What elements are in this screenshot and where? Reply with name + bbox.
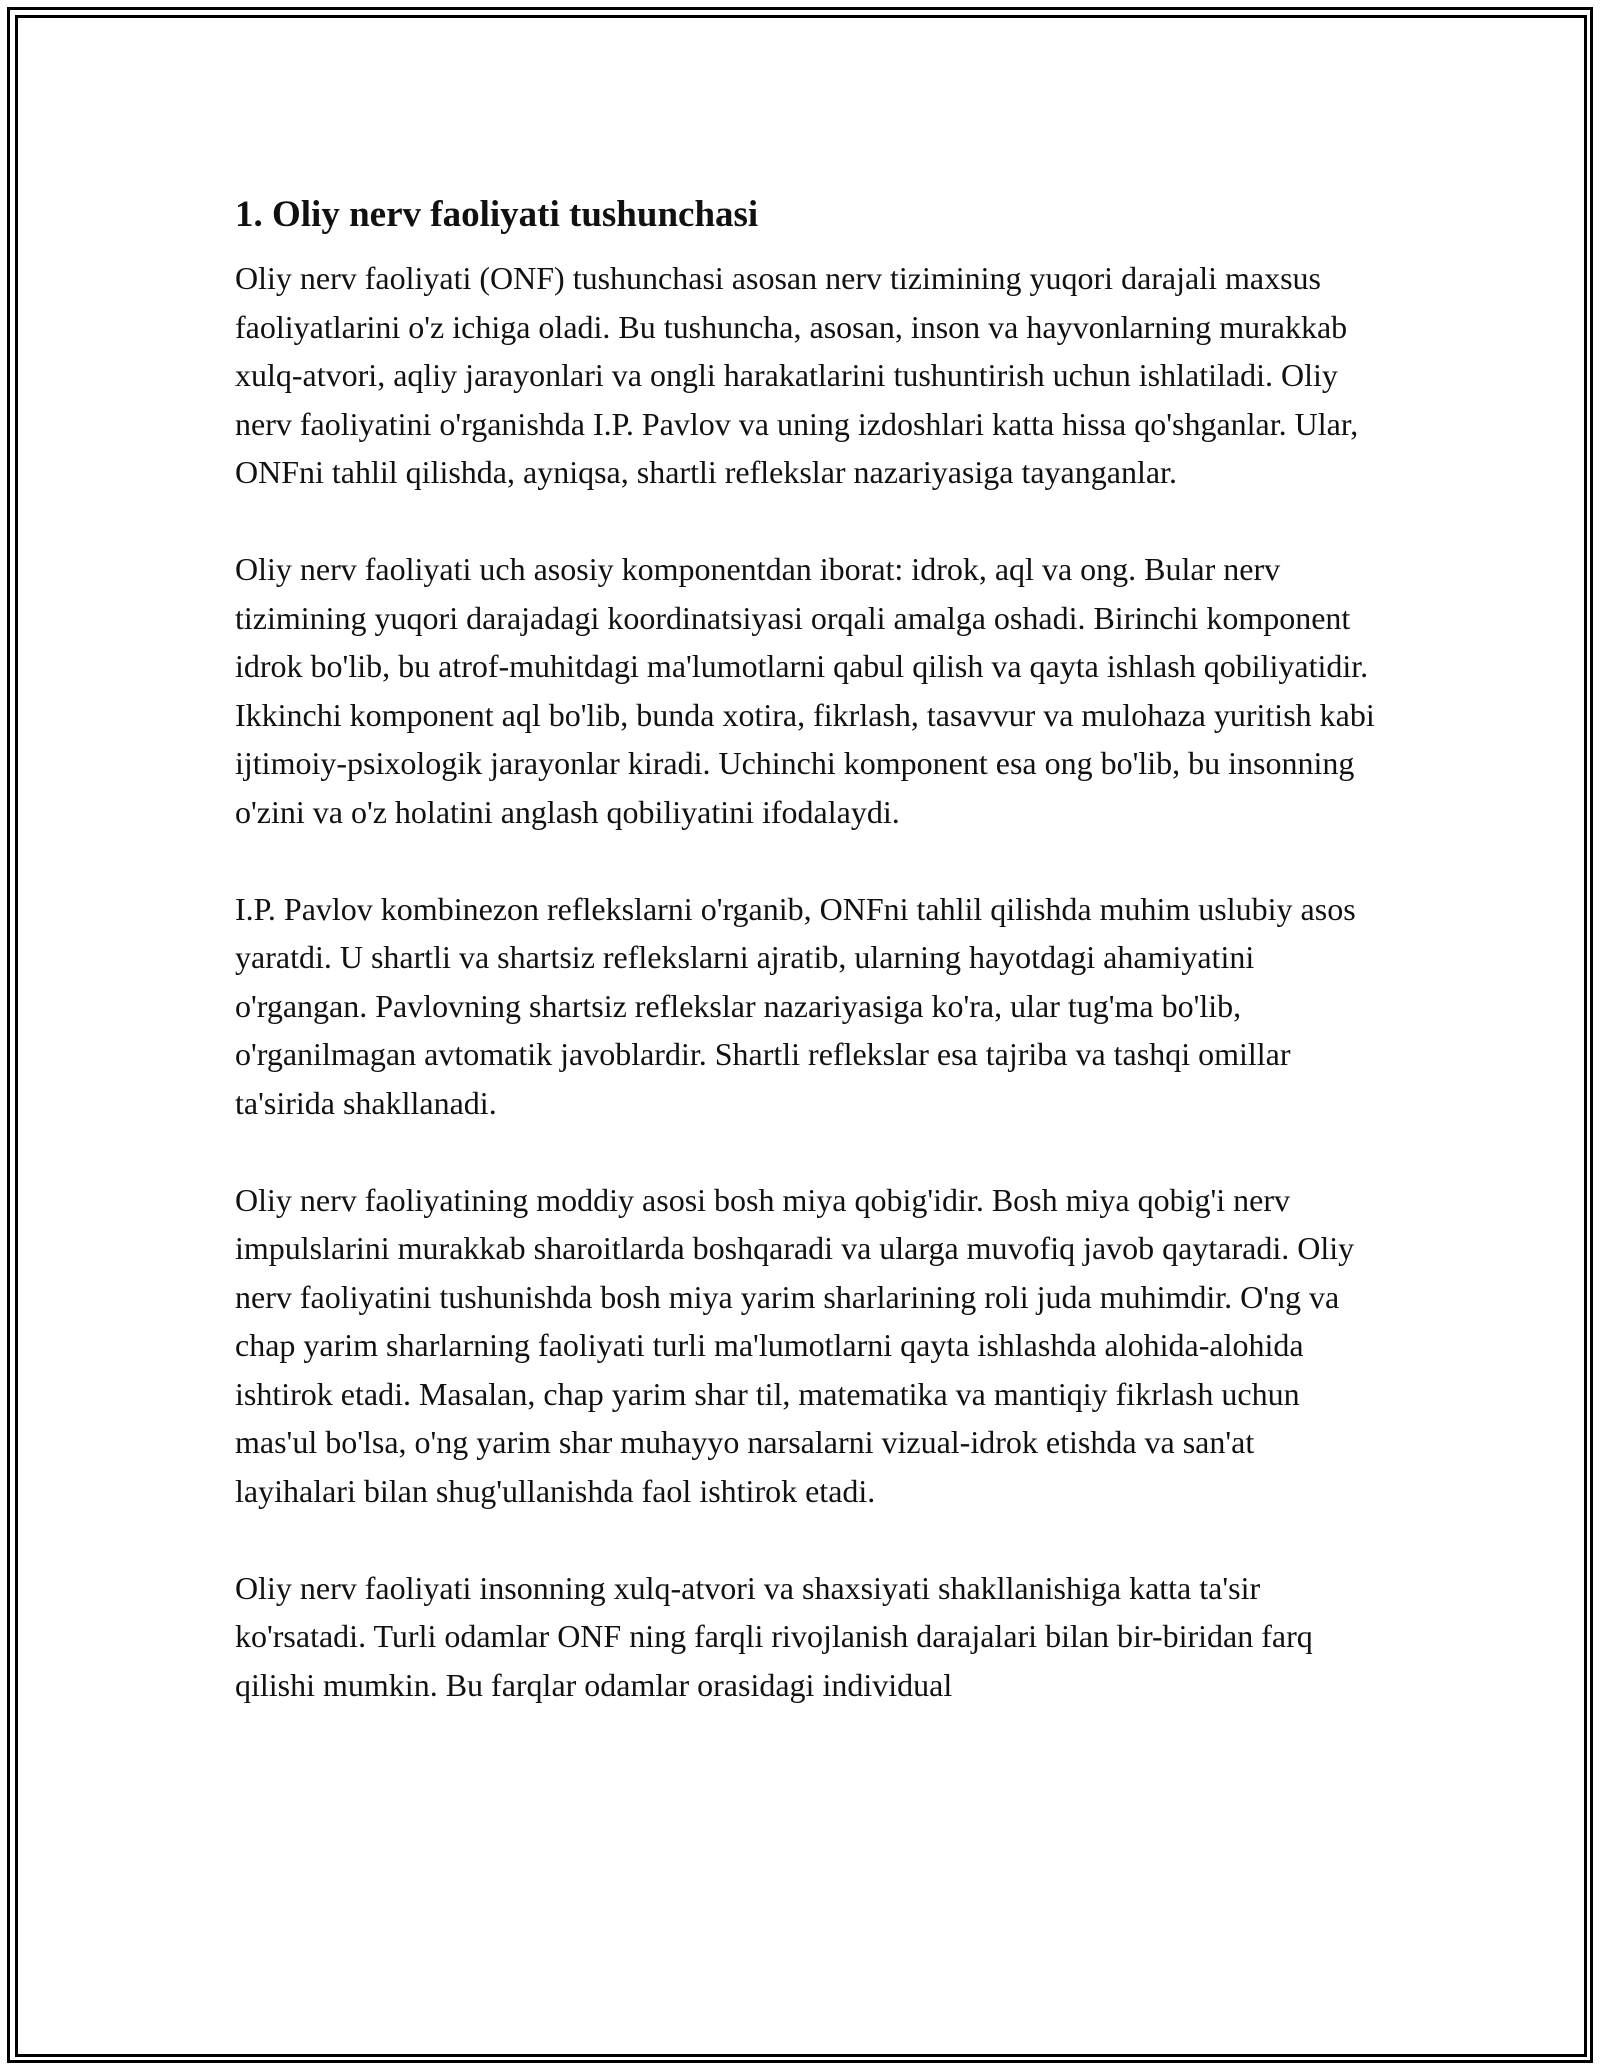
document-body (235, 186, 1375, 1758)
section-heading: 1. Oliy nerv faoliyati tushunchasi (235, 194, 759, 235)
paragraph-3: I.P. Pavlov kombinezon reflekslarni o'rganib, ONFni tahlil qilishda muhim uslubiy asos yaratdi. U shartli va shartsiz reflekslarni ajratib, ularning hayotdagi ahamiyatini o'rgangan. Pavlovning shartsiz reflekslar nazariyasiga ko'ra, ular tug'ma bo'lib, o'rganilmagan avtomatik javoblardir. Shartli reflekslar esa tajriba va tashqi omillar ta'sirida shakllanadi. (235, 890, 1356, 1121)
paragraph-1: Oliy nerv faoliyati (ONF) tushunchasi asosan nerv tizimining yuqori darajali maxsus faoliyatlarini o'z ichiga oladi. Bu tushuncha, asosan, inson va hayvonlarning murakkab xulq-atvori, aqliy jarayonlari va ongli harakatlarini tushuntirish uchun ishlatiladi. Oliy nerv faoliyatini o'rganishda I.P. Pavlov va uning izdoshlari katta hissa qo'shganlar. Ular, ONFni tahlil qilishda, ayniqsa, shartli reflekslar nazariyasiga tayanganlar. (235, 260, 1359, 490)
paragraph-5: Oliy nerv faoliyati insonning xulq-atvori va shaxsiyati shakllanishiga katta ta'sir ko'rsatadi. Turli odamlar ONF ning farqli rivojlanish darajalari bilan bir-biridan farq qilishi mumkin. Bu farqlar odamlar orasidagi individual (235, 1569, 1313, 1703)
paragraph-4: Oliy nerv faoliyatining moddiy asosi bosh miya qobig'idir. Bosh miya qobig'i nerv impulslarini murakkab sharoitlarda boshqaradi va ularga muvofiq javob qaytaradi. Oliy nerv faoliyatini tushunishda bosh miya yarim sharlarining roli juda muhimdir. O'ng va chap yarim sharlarning faoliyati turli ma'lumotlarni qayta ishlashda alohida-alohida ishtirok etadi. Masalan, chap yarim shar til, matematika va mantiqiy fikrlash uchun mas'ul bo'lsa, o'ng yarim shar muhayyo narsalarni vizual-idrok etishda va san'at layihalari bilan shug'ullanishda faol ishtirok etadi. (235, 1181, 1355, 1509)
paragraph-2: Oliy nerv faoliyati uch asosiy komponentdan iborat: idrok, aql va ong. Bular nerv tizimining yuqori darajadagi koordinatsiyasi orqali amalga oshadi. Birinchi komponent idrok bo'lib, bu atrof-muhitdagi ma'lumotlarni qabul qilish va qayta ishlash qobiliyatidir. Ikkinchi komponent aql bo'lib, bunda xotira, fikrlash, tasavvur va mulohaza yuritish kabi ijtimoiy-psixologik jarayonlar kiradi. Uchinchi komponent esa ong bo'lib, bu insonning o'zini va o'z holatini anglash qobiliyatini ifodalaydi. (235, 551, 1375, 830)
